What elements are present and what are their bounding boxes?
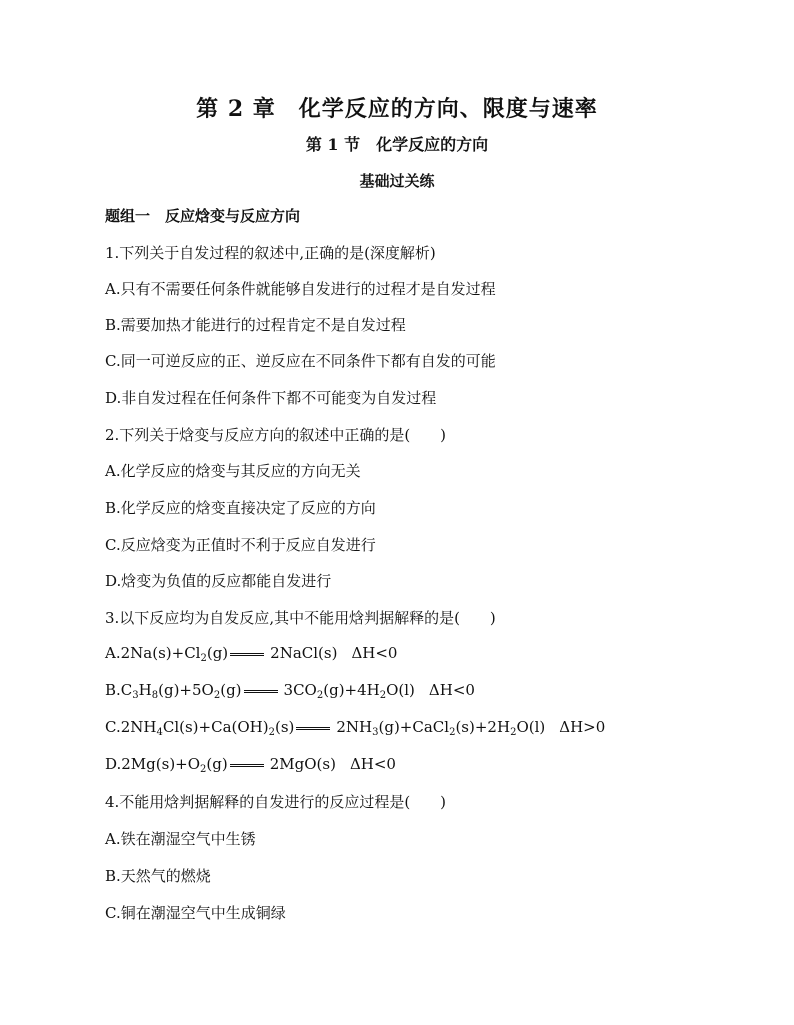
reaction-arrow bbox=[244, 690, 278, 693]
reaction-arrow bbox=[230, 653, 264, 656]
reaction-arrow bbox=[296, 727, 330, 730]
question-3-option-b bbox=[105, 681, 475, 699]
reactants: $2Na(s)+Cl_2(g)$ bbox=[120, 644, 229, 664]
question-3-option-d bbox=[105, 755, 396, 773]
enthalpy-change: ΔH>0 bbox=[559, 718, 606, 736]
question-4-stem: 4.不能用焓判据解释的自发进行的反应过程是( ) bbox=[105, 793, 447, 811]
question-4-option-c: C.铜在潮湿空气中生成铜绿 bbox=[105, 904, 286, 922]
option-label: B. bbox=[105, 681, 121, 699]
question-4-option-b: B.天然气的燃烧 bbox=[105, 867, 211, 885]
group-title: 题组一 反应焓变与反应方向 bbox=[105, 207, 301, 225]
reaction-arrow bbox=[230, 764, 264, 767]
products: $2NH_3(g)+CaCl_2(s)+2H_2O(l)$ bbox=[336, 718, 546, 738]
question-2-option-d: D.焓变为负值的反应都能自发进行 bbox=[105, 572, 332, 590]
enthalpy-change: ΔH<0 bbox=[428, 681, 475, 699]
reactants: $2Mg(s)+O_2(g)$ bbox=[121, 755, 228, 775]
question-2-option-b: B.化学反应的焓变直接决定了反应的方向 bbox=[105, 499, 376, 517]
practice-title: 基础过关练 bbox=[359, 172, 435, 190]
question-3-option-c bbox=[105, 718, 605, 736]
option-label: D. bbox=[105, 755, 122, 773]
question-2-option-c: C.反应焓变为正值时不利于反应自发进行 bbox=[105, 536, 376, 554]
products: 2NaCl(s) bbox=[270, 644, 338, 662]
question-1-option-d: D.非自发过程在任何条件下都不可能变为自发过程 bbox=[105, 389, 437, 407]
reactants: $C_3H_8(g)+5O_2(g)$ bbox=[120, 681, 242, 701]
section-title: 第 1 节 化学反应的方向 bbox=[305, 135, 489, 154]
enthalpy-change: ΔH<0 bbox=[351, 644, 398, 662]
question-2-stem: 2.下列关于焓变与反应方向的叙述中正确的是( ) bbox=[105, 426, 447, 444]
enthalpy-change: ΔH<0 bbox=[349, 755, 396, 773]
question-4-option-a: A.铁在潮湿空气中生锈 bbox=[105, 830, 256, 848]
question-1-stem: 1.下列关于自发过程的叙述中,正确的是(深度解析) bbox=[105, 244, 436, 262]
option-label: A. bbox=[105, 644, 121, 662]
products: 2MgO(s) bbox=[269, 755, 336, 773]
reactants: $2NH_4Cl(s)+Ca(OH)_2(s)$ bbox=[120, 718, 295, 738]
question-3-option-a bbox=[105, 644, 397, 662]
question-1-option-c: C.同一可逆反应的正、逆反应在不同条件下都有自发的可能 bbox=[105, 352, 496, 370]
question-1-option-b: B.需要加热才能进行的过程肯定不是自发过程 bbox=[105, 316, 406, 334]
question-1-option-a: A.只有不需要任何条件就能够自发进行的过程才是自发过程 bbox=[105, 280, 496, 298]
option-label: C. bbox=[105, 718, 121, 736]
chapter-title: 第 2 章 化学反应的方向、限度与速率 bbox=[196, 96, 598, 122]
question-3-stem: 3.以下反应均为自发反应,其中不能用焓判据解释的是( ) bbox=[105, 609, 496, 627]
question-2-option-a: A.化学反应的焓变与其反应的方向无关 bbox=[105, 462, 361, 480]
products: $3CO_2(g)+4H_2O(l)$ bbox=[283, 681, 415, 701]
